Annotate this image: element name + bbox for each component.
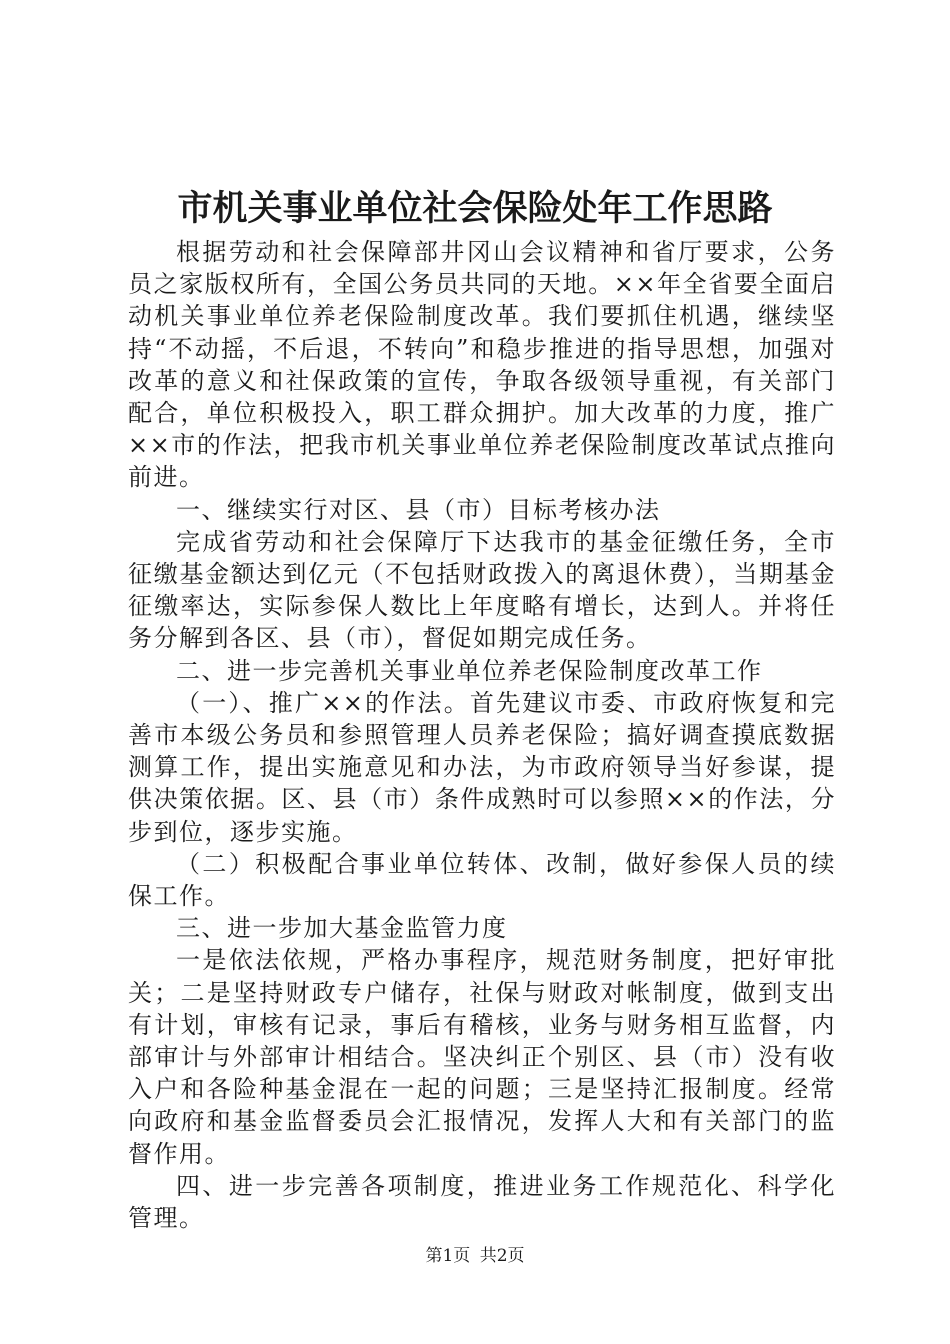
section-heading-3: 三、进一步加大基金监管力度	[176, 914, 508, 943]
paragraph-intro: 根据劳动和社会保障部井冈山会议精神和省厅要求，公务员之家版权所有，全国公务员共同的天地。××年全省要全面启动机关事业单位养老保险制度改革。我们要抓住机遇，继续坚持“不动摇，不后退，不转向”和稳步推进的指导思想，加强对改革的意义和社保政策的宣传，争取各级领导重视，有关部门配合，单位积极投入，职工群众拥护。加大改革的力度，推广××市的作法，把我市机关事业单位养老保险制度改革试点推向前进。	[128, 238, 836, 492]
page-total: 共2页	[479, 1246, 525, 1266]
document-body	[128, 236, 836, 1234]
page-number: 第1页	[425, 1246, 471, 1266]
section-heading-1: 一、继续实行对区、县（市）目标考核办法	[176, 495, 661, 524]
page-footer	[0, 1245, 950, 1267]
paragraph-section-1: 完成省劳动和社会保障厅下达我市的基金征缴任务，全市征缴基金额达到亿元（不包括财政拨入的离退休费），当期基金征缴率达，实际参保人数比上年度略有增长，达到人。并将任务分解到各区、县（市），督促如期完成任务。	[128, 527, 836, 653]
paragraph-section-2-item-1: （一）、推广××的作法。首先建议市委、市政府恢复和完善市本级公务员和参照管理人员养老保险；搞好调查摸底数据测算工作，提出实施意见和办法，为市政府领导当好参谋，提供决策依据。区、县（市）条件成熟时可以参照××的作法，分步到位，逐步实施。	[128, 688, 836, 846]
document-title: 市机关事业单位社会保险处年工作思路	[177, 189, 773, 229]
section-heading-4: 四、进一步完善各项制度，推进业务工作规范化、科学化管理。	[128, 1171, 836, 1233]
paragraph-section-3: 一是依法依规，严格办事程序，规范财务制度，把好审批关；二是坚持财政专户储存，社保与财政对帐制度，做到支出有计划，审核有记录，事后有稽核，业务与财务相互监督，内部审计与外部审计相结合。坚决纠正个别区、县（市）没有收入户和各险种基金混在一起的问题；三是坚持汇报制度。经常向政府和基金监督委员会汇报情况，发挥人大和有关部门的监督作用。	[128, 946, 836, 1168]
section-heading-2: 二、进一步完善机关事业单位养老保险制度改革工作	[176, 656, 763, 685]
paragraph-section-2-item-2: （二）积极配合事业单位转体、改制，做好参保人员的续保工作。	[128, 849, 836, 911]
